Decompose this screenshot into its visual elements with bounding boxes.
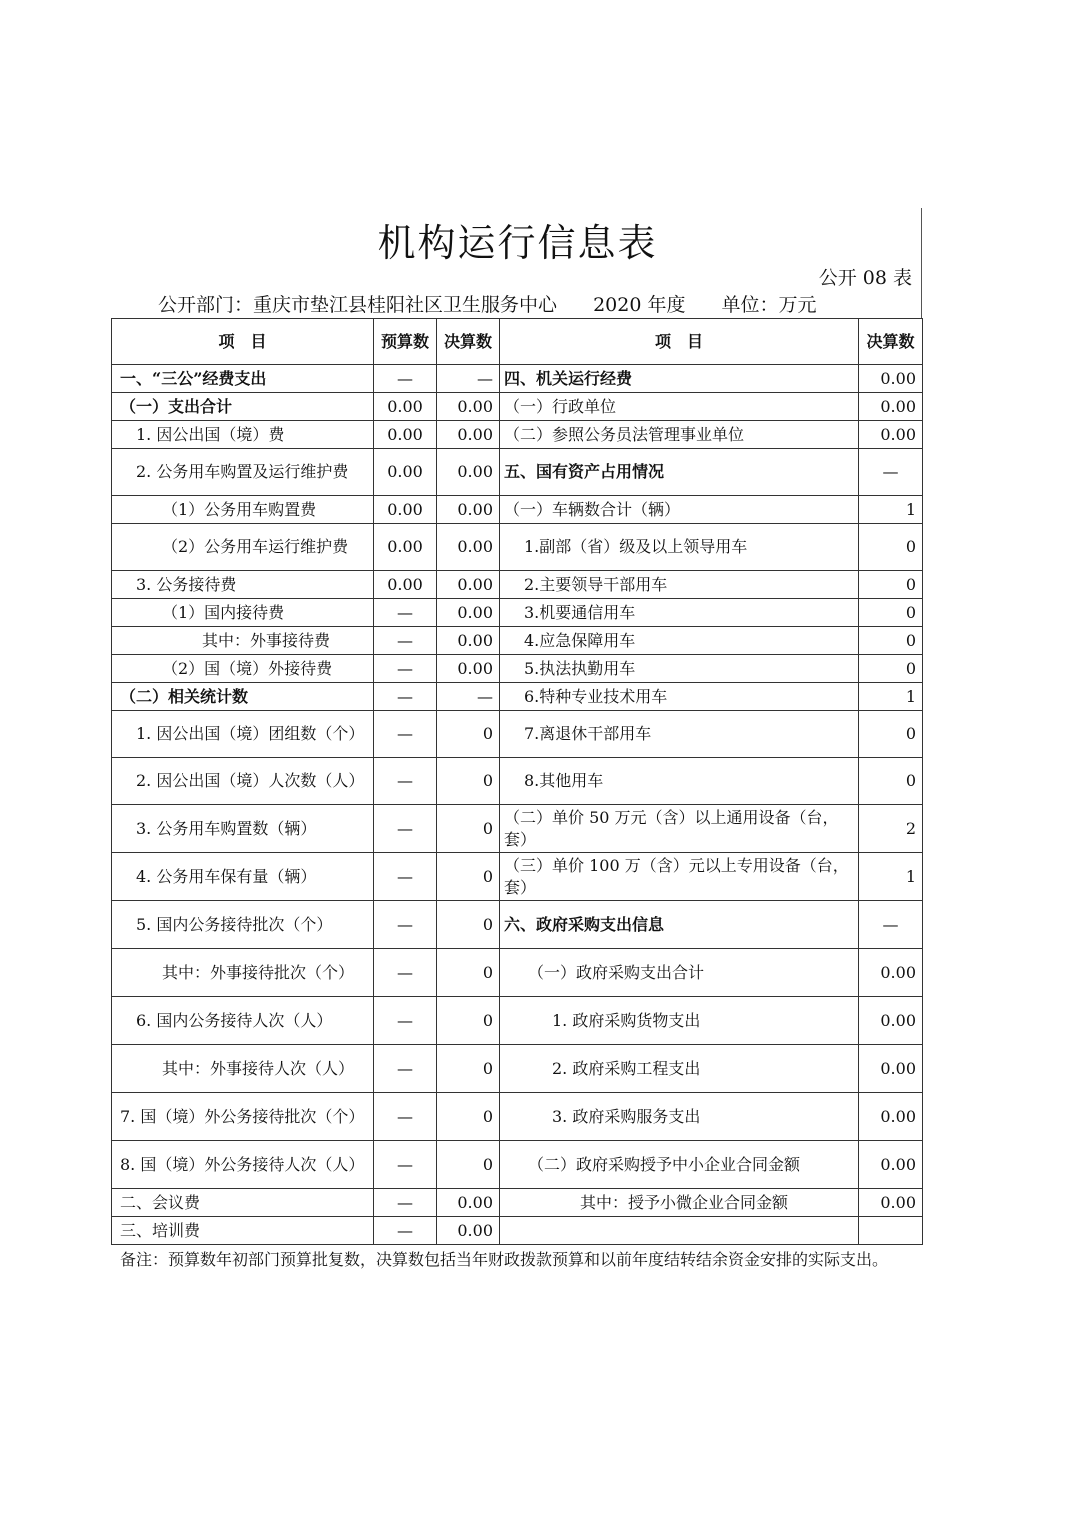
final-value: 0 <box>437 758 500 805</box>
budget-value: — <box>374 1045 437 1093</box>
left-item: 其中：外事接待批次（个） <box>112 949 374 997</box>
right-item: （二）政府采购授予中小企业合同金额 <box>500 1141 859 1189</box>
left-item: 其中：外事接待人次（人） <box>112 1045 374 1093</box>
left-item: 二、会议费 <box>112 1189 374 1217</box>
budget-value: — <box>374 627 437 655</box>
final-value: 0 <box>437 1045 500 1093</box>
right-item: 四、机关运行经费 <box>500 365 859 393</box>
right-value: 0 <box>859 524 923 571</box>
budget-value: 0.00 <box>374 496 437 524</box>
header-item: 项 目 <box>112 319 374 365</box>
left-item: （2）公务用车运行维护费 <box>112 524 374 571</box>
right-value: 2 <box>859 805 923 853</box>
table-row <box>112 997 923 1045</box>
final-value: 0 <box>437 997 500 1045</box>
table-row <box>112 524 923 571</box>
right-item <box>500 1217 859 1245</box>
right-value: — <box>859 901 923 949</box>
table-row <box>112 365 923 393</box>
right-item: （二）参照公务员法管理事业单位 <box>500 421 859 449</box>
right-item: 1.副部（省）级及以上领导用车 <box>500 524 859 571</box>
table-row <box>112 571 923 599</box>
right-value: 0.00 <box>859 949 923 997</box>
budget-value: — <box>374 997 437 1045</box>
right-item: 2. 政府采购工程支出 <box>500 1045 859 1093</box>
left-item: 8. 国（境）外公务接待人次（人） <box>112 1141 374 1189</box>
year-label: 2020 年度 <box>593 294 686 316</box>
left-item: （1）国内接待费 <box>112 599 374 627</box>
final-value: 0.00 <box>437 1189 500 1217</box>
right-item: 1. 政府采购货物支出 <box>500 997 859 1045</box>
right-value: 0.00 <box>859 1093 923 1141</box>
table-row <box>112 758 923 805</box>
left-item: （2）国（境）外接待费 <box>112 655 374 683</box>
table-row <box>112 496 923 524</box>
left-item: 3. 公务用车购置数（辆） <box>112 805 374 853</box>
right-item: （一）车辆数合计（辆） <box>500 496 859 524</box>
final-value: 0 <box>437 949 500 997</box>
table-row <box>112 1093 923 1141</box>
left-item: （1）公务用车购置费 <box>112 496 374 524</box>
table-row <box>112 421 923 449</box>
right-value: 1 <box>859 683 923 711</box>
table-row <box>112 1141 923 1189</box>
info-table <box>111 318 923 1245</box>
budget-value: 0.00 <box>374 393 437 421</box>
final-value: 0.00 <box>437 655 500 683</box>
budget-value: — <box>374 949 437 997</box>
unit-label: 单位：万元 <box>721 294 817 316</box>
table-row <box>112 599 923 627</box>
budget-value: 0.00 <box>374 421 437 449</box>
right-value: 0 <box>859 758 923 805</box>
footnote: 备注：预算数年初部门预算批复数，决算数包括当年财政拨款预算和以前年度结转结余资金安排的实际支出。 <box>120 1250 889 1269</box>
right-value: 0.00 <box>859 365 923 393</box>
left-item: 6. 国内公务接待人次（人） <box>112 997 374 1045</box>
right-value: — <box>859 449 923 496</box>
right-item: 六、政府采购支出信息 <box>500 901 859 949</box>
budget-value: — <box>374 655 437 683</box>
final-value: 0.00 <box>437 599 500 627</box>
right-item: 2.主要领导干部用车 <box>500 571 859 599</box>
budget-value: — <box>374 711 437 758</box>
table-row <box>112 627 923 655</box>
right-value: 0 <box>859 599 923 627</box>
budget-value: — <box>374 1189 437 1217</box>
right-value: 0.00 <box>859 997 923 1045</box>
left-item: 一、“三公”经费支出 <box>112 365 374 393</box>
right-value <box>859 1217 923 1245</box>
budget-value: — <box>374 1217 437 1245</box>
final-value: 0 <box>437 1093 500 1141</box>
budget-value: — <box>374 901 437 949</box>
final-value: — <box>437 365 500 393</box>
budget-value: — <box>374 599 437 627</box>
right-value: 0 <box>859 711 923 758</box>
final-value: 0.00 <box>437 1217 500 1245</box>
final-value: 0.00 <box>437 524 500 571</box>
final-value: 0.00 <box>437 449 500 496</box>
left-item: 5. 国内公务接待批次（个） <box>112 901 374 949</box>
right-item: （二）单价 50 万元（含）以上通用设备（台，套） <box>500 805 859 853</box>
department-label: 公开部门：重庆市垫江县桂阳社区卫生服务中心 <box>158 294 558 316</box>
final-value: 0.00 <box>437 421 500 449</box>
right-item: 其中：授予小微企业合同金额 <box>500 1189 859 1217</box>
left-item: 3. 公务接待费 <box>112 571 374 599</box>
header-item2: 项 目 <box>500 319 859 365</box>
table-row <box>112 449 923 496</box>
table-row <box>112 683 923 711</box>
left-item: 4. 公务用车保有量（辆） <box>112 853 374 901</box>
table-row <box>112 853 923 901</box>
right-item: 3.机要通信用车 <box>500 599 859 627</box>
budget-value: 0.00 <box>374 449 437 496</box>
right-value: 0.00 <box>859 1189 923 1217</box>
table-row <box>112 1045 923 1093</box>
budget-value: — <box>374 805 437 853</box>
page-title: 机构运行信息表 <box>377 221 658 265</box>
table-row <box>112 711 923 758</box>
right-item: 7.离退休干部用车 <box>500 711 859 758</box>
final-value: 0.00 <box>437 393 500 421</box>
left-item: 2. 公务用车购置及运行维护费 <box>112 449 374 496</box>
header-final2: 决算数 <box>859 319 923 365</box>
table-row <box>112 393 923 421</box>
table-row <box>112 1217 923 1245</box>
budget-value: — <box>374 853 437 901</box>
table-row <box>112 949 923 997</box>
right-value: 0 <box>859 571 923 599</box>
left-item: 其中：外事接待费 <box>112 627 374 655</box>
final-value: 0 <box>437 711 500 758</box>
right-item: 五、国有资产占用情况 <box>500 449 859 496</box>
budget-value: 0.00 <box>374 571 437 599</box>
budget-value: — <box>374 1141 437 1189</box>
left-item: （一）支出合计 <box>112 393 374 421</box>
right-value: 0 <box>859 627 923 655</box>
left-item: 1. 因公出国（境）团组数（个） <box>112 711 374 758</box>
right-item: 3. 政府采购服务支出 <box>500 1093 859 1141</box>
left-item: 7. 国（境）外公务接待批次（个） <box>112 1093 374 1141</box>
left-item: 1. 因公出国（境）费 <box>112 421 374 449</box>
final-value: 0.00 <box>437 571 500 599</box>
right-item: （一）行政单位 <box>500 393 859 421</box>
right-item: 6.特种专业技术用车 <box>500 683 859 711</box>
right-value: 0.00 <box>859 1045 923 1093</box>
header-final: 决算数 <box>437 319 500 365</box>
final-value: 0 <box>437 853 500 901</box>
right-item: （一）政府采购支出合计 <box>500 949 859 997</box>
left-item: 三、培训费 <box>112 1217 374 1245</box>
table-row <box>112 805 923 853</box>
final-value: 0 <box>437 901 500 949</box>
budget-value: — <box>374 683 437 711</box>
right-value: 1 <box>859 853 923 901</box>
table-number: 公开 08 表 <box>818 267 912 289</box>
budget-value: — <box>374 758 437 805</box>
right-value: 0.00 <box>859 1141 923 1189</box>
right-value: 0.00 <box>859 421 923 449</box>
right-value: 0 <box>859 655 923 683</box>
right-value: 0.00 <box>859 393 923 421</box>
budget-value: 0.00 <box>374 524 437 571</box>
budget-value: — <box>374 1093 437 1141</box>
final-value: 0 <box>437 1141 500 1189</box>
header-budget: 预算数 <box>374 319 437 365</box>
final-value: 0.00 <box>437 627 500 655</box>
final-value: 0.00 <box>437 496 500 524</box>
right-value: 1 <box>859 496 923 524</box>
left-item: （二）相关统计数 <box>112 683 374 711</box>
final-value: 0 <box>437 805 500 853</box>
right-item: 5.执法执勤用车 <box>500 655 859 683</box>
final-value: — <box>437 683 500 711</box>
table-row <box>112 655 923 683</box>
right-item: （三）单价 100 万（含）元以上专用设备（台，套） <box>500 853 859 901</box>
table-row <box>112 1189 923 1217</box>
right-item: 8.其他用车 <box>500 758 859 805</box>
right-item: 4.应急保障用车 <box>500 627 859 655</box>
left-item: 2. 因公出国（境）人次数（人） <box>112 758 374 805</box>
budget-value: — <box>374 365 437 393</box>
table-row <box>112 901 923 949</box>
meta-line <box>158 290 918 317</box>
